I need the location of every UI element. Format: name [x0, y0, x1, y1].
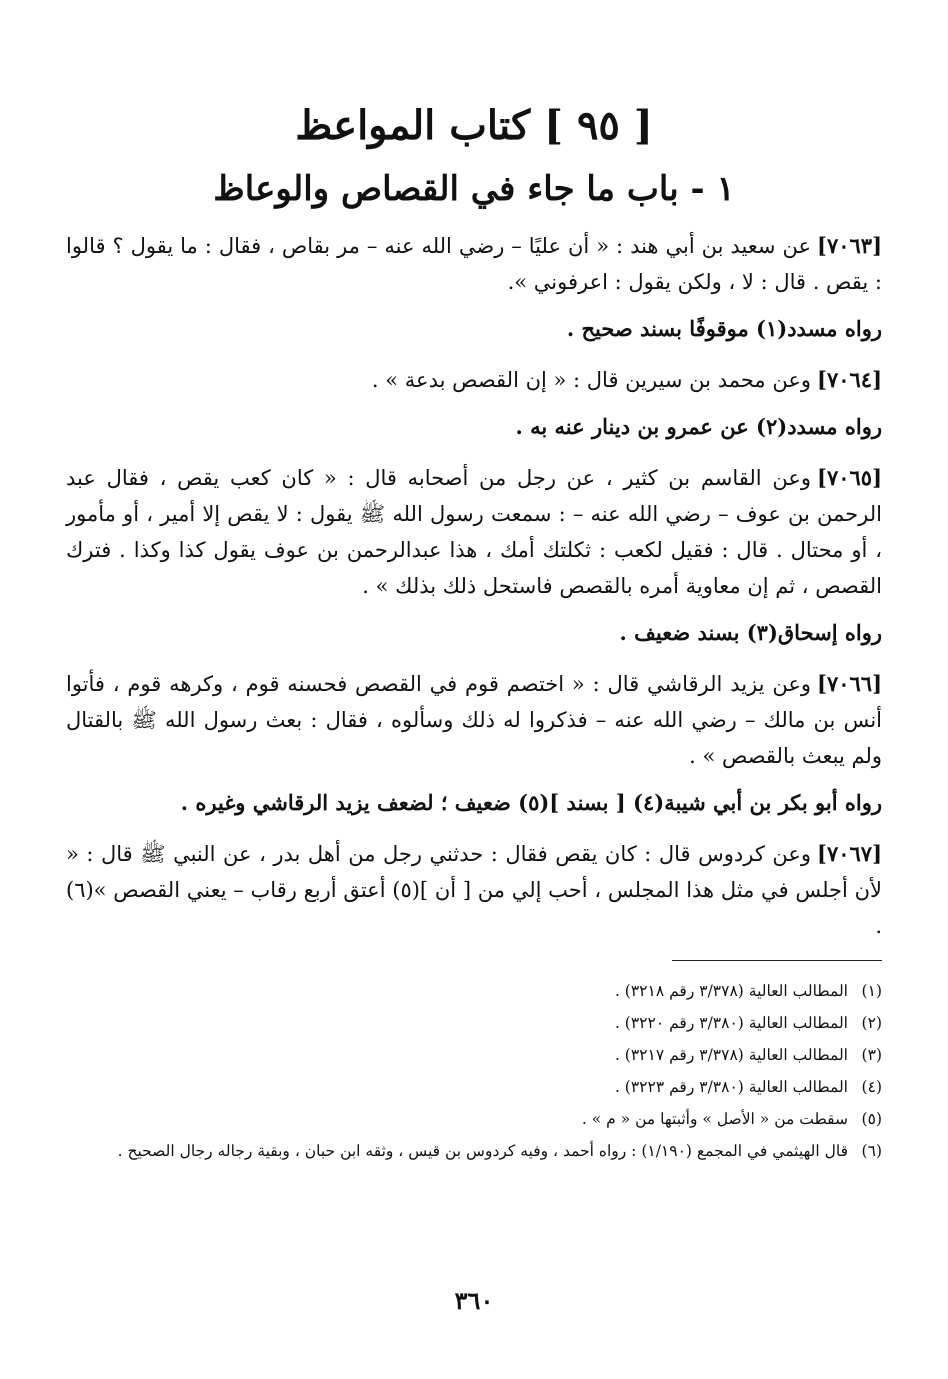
hadith-number: [٧٠٦٤] — [817, 367, 882, 392]
footnote-text: المطالب العالية (٣/٣٧٨ رقم ٣٢١٨) . — [614, 982, 848, 1000]
hadith-number: [٧٠٦٧] — [817, 841, 882, 866]
footnote-item — [66, 1007, 882, 1039]
hadith-block — [66, 362, 882, 446]
hadith-source: رواه مسدد(٢) عن عمرو بن دينار عنه به . — [515, 414, 882, 439]
page-number: ٣٦٠ — [454, 1286, 494, 1315]
hadith-number: [٧٠٦٣] — [817, 233, 882, 258]
hadith-paragraph — [66, 836, 882, 944]
hadith-text: وعن محمد بن سيرين قال : « إن القصص بدعة » . — [371, 368, 811, 392]
footnote-text: المطالب العالية (٣/٣٨٠ رقم ٣٢٢٣) . — [614, 1078, 848, 1096]
hadith-number: [٧٠٦٦] — [817, 671, 882, 696]
footnote-number: (١) — [861, 982, 882, 1000]
footnote-item — [66, 1103, 882, 1135]
footnote-number: (٥) — [861, 1110, 882, 1128]
hadith-paragraph — [66, 228, 882, 300]
hadith-paragraph — [66, 460, 882, 604]
hadith-source: رواه مسدد(١) موقوفًا بسند صحيح . — [566, 316, 882, 341]
footnote-item — [66, 1071, 882, 1103]
footnote-item — [66, 1039, 882, 1071]
footnote-text: قال الهيثمي في المجمع (١/١٩٠) : رواه أحمد ، وفيه كردوس بن قيس ، وثقه ابن حبان ، وبقية رجاله رجال الصحيح . — [117, 1142, 848, 1160]
hadith-block — [66, 460, 882, 652]
chapter-title: ١ - باب ما جاء في القصاص والوعاظ — [213, 169, 735, 209]
footnote-number: (٣) — [861, 1046, 882, 1064]
footnote-item — [66, 975, 882, 1007]
footnote-item — [66, 1135, 882, 1167]
footnote-text: المطالب العالية (٣/٣٨٠ رقم ٣٢٢٠) . — [614, 1014, 848, 1032]
hadith-number: [٧٠٦٥] — [817, 465, 882, 490]
hadith-text: وعن يزيد الرقاشي قال : « اختصم قوم في القصص فحسنه قوم ، وكرهه قوم ، فأتوا أنس بن مالك – رضي الله عنه – فذكروا له ذلك وسألوه ، فقال : بعث رسول الله ﷺ بالقتال ولم يبعث بالقصص » . — [66, 672, 882, 768]
hadith-text: وعن القاسم بن كثير ، عن رجل من أصحابه قال : « كان كعب يقص ، فقال عبد الرحمن بن عوف – رضي الله عنه – : سمعت رسول الله ﷺ يقول : لا يقص إلا أمير ، أو مأمور ، أو محتال . قال : فقيل لكعب : ثكلتك أمك ، هذا عبدالرحمن بن عوف يقول كذا وكذا . فترك القصص ، ثم إن معاوية أمره بالقصص فاستحل ذلك بذلك » . — [66, 466, 882, 598]
hadith-text: عن سعيد بن أبي هند : « أن عليًا – رضي الله عنه – مر بقاص ، فقال : ما يقول ؟ قالوا : يقص . قال : لا ، ولكن يقول : اعرفوني ». — [66, 234, 882, 294]
footnote-text: سقطت من « الأصل » وأثبتها من « م » . — [581, 1110, 848, 1128]
footnote-number: (٤) — [861, 1078, 882, 1096]
hadith-text: وعن كردوس قال : كان يقص فقال : حدثني رجل من أهل بدر ، عن النبي ﷺ قال : « لأن أجلس في مثل هذا المجلس ، أحب إلي من [ أن ](٥) أعتق أربع رقاب – يعني القصص »(٦) . — [66, 842, 882, 938]
footnote-text: المطالب العالية (٣/٣٧٨ رقم ٣٢١٧) . — [614, 1046, 848, 1064]
hadith-block — [66, 666, 882, 822]
hadith-source: رواه أبو بكر بن أبي شيبة(٤) [ بسند ](٥) ضعيف ؛ لضعف يزيد الرقاشي وغيره . — [180, 790, 882, 815]
footnotes — [66, 975, 882, 1167]
hadith-paragraph — [66, 362, 882, 398]
footnote-number: (٦) — [861, 1142, 882, 1160]
hadith-block — [66, 836, 882, 944]
hadith-source: رواه إسحاق(٣) بسند ضعيف . — [619, 620, 882, 645]
hadith-block — [66, 228, 882, 348]
book-title: [ ٩٥ ] كتاب المواعظ — [295, 102, 653, 149]
footnote-divider — [672, 960, 882, 961]
hadith-paragraph — [66, 666, 882, 774]
footnote-number: (٢) — [861, 1014, 882, 1032]
